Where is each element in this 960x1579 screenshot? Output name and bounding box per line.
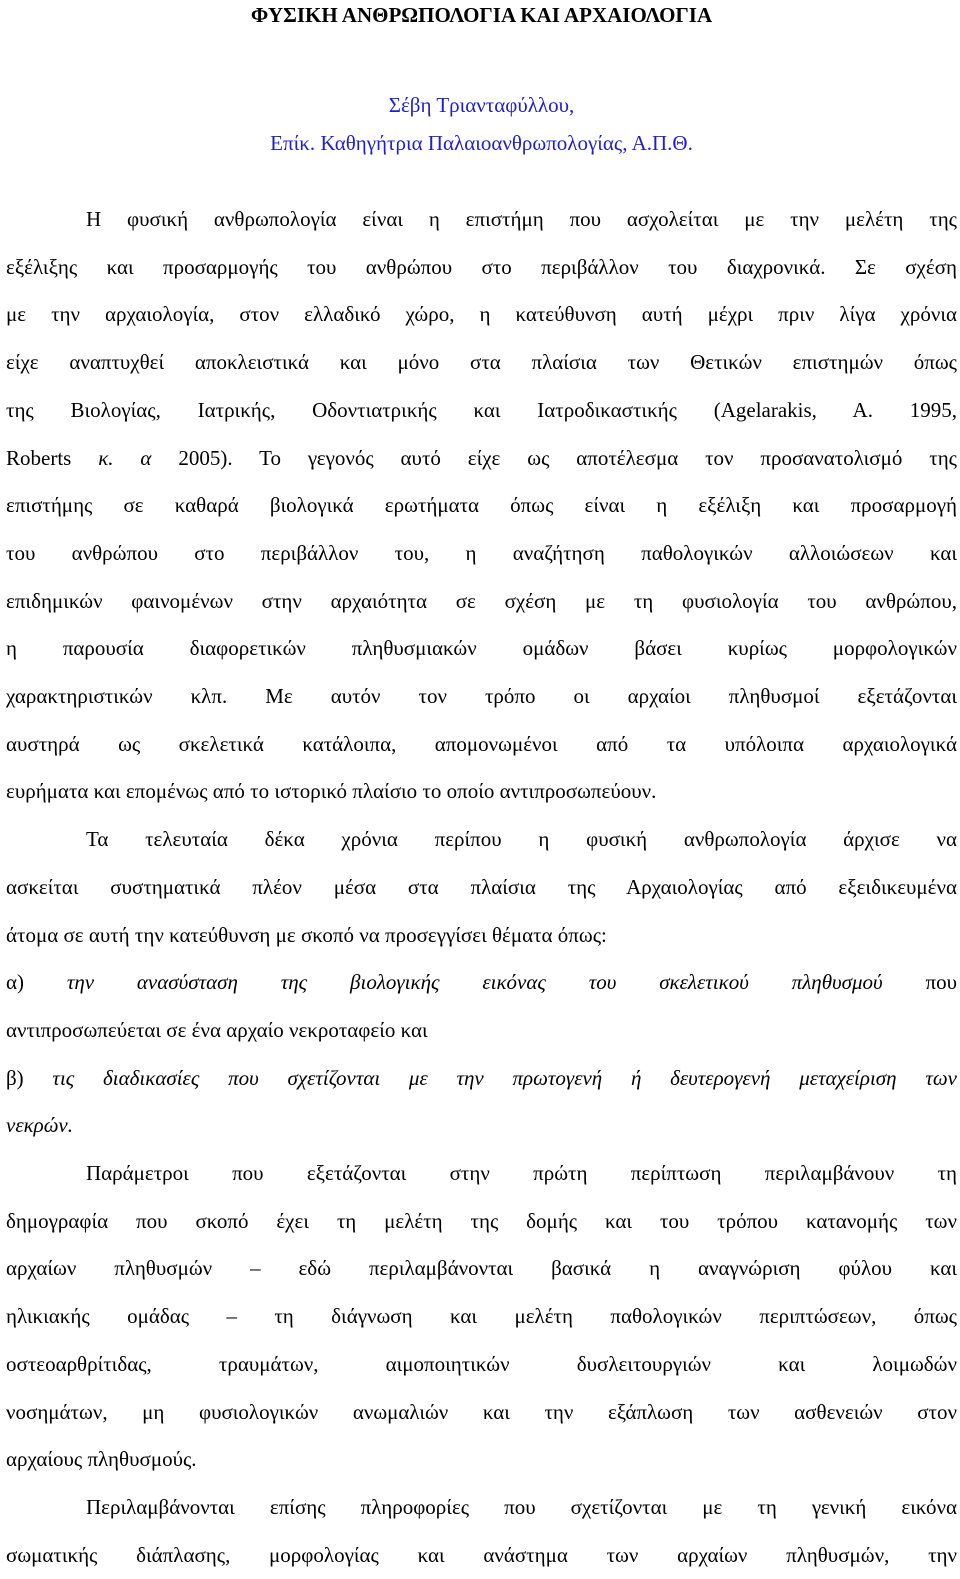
text-line: νοσημάτων, μη φυσιολογικών ανωμαλιών και την εξάπλωση των ασθενειών στον [6,1399,957,1424]
paragraph-2 [6,816,957,1150]
text-line: ευρήματα και επομένως από το ιστορικό πλαίσιο το οποίο αντιπροσωπεύουν. [6,779,657,804]
text-line: σωματικής διάπλασης, μορφολογίας και ανάστημα των αρχαίων πληθυσμών, την [6,1542,957,1567]
list-item-b [6,1055,957,1103]
list-marker: β) [6,1065,53,1090]
text-line: η παρουσία διαφορετικών πληθυσμιακών ομάδων βάσει κυρίως μορφολογικών [6,636,957,661]
text-segment: 2005). Το γεγονός αυτό είχε ως αποτέλεσμα τον προσανατολισμό της [151,445,958,470]
text-line: χαρακτηριστικών κλπ. Με αυτόν τον τρόπο οι αρχαίοι πληθυσμοί εξετάζονται [6,684,957,709]
text-line: Παράμετροι που εξετάζονται στην πρώτη περίπτωση περιλαμβάνουν τη [86,1161,957,1186]
text-line: του ανθρώπου στο περιβάλλον του, η αναζήτηση παθολογικών αλλοιώσεων και [6,540,957,565]
text-line: αρχαίων πληθυσμών – εδώ περιλαμβάνονται βασικά η αναγνώριση φύλου και [6,1256,957,1281]
text-line: επιστήμης σε καθαρά βιολογικά ερωτήματα όπως είναι η εξέλιξη και προσαρμογή [6,493,957,518]
text-line: είχε αναπτυχθεί αποκλειστικά και μόνο στα πλαίσια των Θετικών επιστημών όπως [6,350,957,375]
text-line: αρχαίους πληθυσμούς. [6,1447,197,1472]
text-segment: που [882,970,958,995]
author-name: Σέβη Τριανταφύλλου, [388,93,575,117]
paragraph-1 [6,196,957,816]
text-line: ηλικιακής ομάδας – τη διάγνωση και μελέτη παθολογικών περιπτώσεων, όπως [6,1304,957,1329]
list-item-a [6,959,957,1007]
text-line: εξέλιξης και προσαρμογής του ανθρώπου στο περιβάλλον του διαχρονικά. Σε σχέση [6,254,957,279]
author-affiliation: Επίκ. Καθηγήτρια Παλαιοανθρωπολογίας, Α.Π.Θ. [270,131,693,155]
text-line: επιδημικών φαινομένων στην αρχαιότητα σε σχέση με τη φυσιολογία του ανθρώπου, [6,588,957,613]
text-line: νεκρών. [6,1113,73,1138]
text-line: Η φυσική ανθρωπολογία είναι η επιστήμη που ασχολείται με την μελέτη της [86,207,957,231]
citation-author: Roberts [6,445,99,470]
text-line: δημογραφία που σκοπό έχει τη μελέτη της δομής και του τρόπου κατανομής των [6,1208,957,1233]
text-line [6,435,957,483]
text-line: Τα τελευταία δέκα χρόνια περίπου η φυσική ανθρωπολογία άρχισε να [86,827,957,852]
citation-etal: κ. α [98,445,152,470]
text-line: με την αρχαιολογία, στον ελλαδικό χώρο, η κατεύθυνση αυτή μέχρι πριν λίγα χρόνια [6,302,957,327]
text-line: άτομα σε αυτή την κατεύθυνση με σκοπό να προσεγγίσει θέματα όπως: [6,922,607,947]
document-title: ΦΥΣΙΚΗ ΑΝΘΡΩΠΟΛΟΓΙΑ ΚΑΙ ΑΡΧΑΙΟΛΟΓΙΑ [250,3,713,27]
list-marker: α) [6,970,67,995]
list-item-emphasis: την ανασύσταση της βιολογικής εικόνας του σκελετικού πληθυσμού [66,970,883,995]
list-item-emphasis: τις διαδικασίες που σχετίζονται με την πρωτογενή ή δευτερογενή μεταχείριση των [52,1065,957,1090]
paragraph-3 [6,1150,957,1484]
text-line: της Βιολογίας, Ιατρικής, Οδοντιατρικής και Ιατροδικαστικής (Agelarakis, A. 1995, [6,397,957,422]
paragraph-4 [6,1484,957,1579]
text-line: Περιλαμβάνονται επίσης πληροφορίες που σχετίζονται με τη γενική εικόνα [86,1494,957,1519]
text-line: ασκείται συστηματικά πλέον μέσα στα πλαίσια της Αρχαιολογίας από εξειδικευμένα [6,874,957,899]
author-block [6,86,957,196]
text-line: αντιπροσωπεύεται σε ένα αρχαίο νεκροταφείο και [6,1017,428,1042]
text-line: αυστηρά ως σκελετικά κατάλοιπα, απομονωμένοι από τα υπόλοιπα αρχαιολογικά [6,731,957,756]
text-line: οστεοαρθρίτιδας, τραυμάτων, αιμοποιητικών δυσλειτουργιών και λοιμωδών [6,1351,957,1376]
